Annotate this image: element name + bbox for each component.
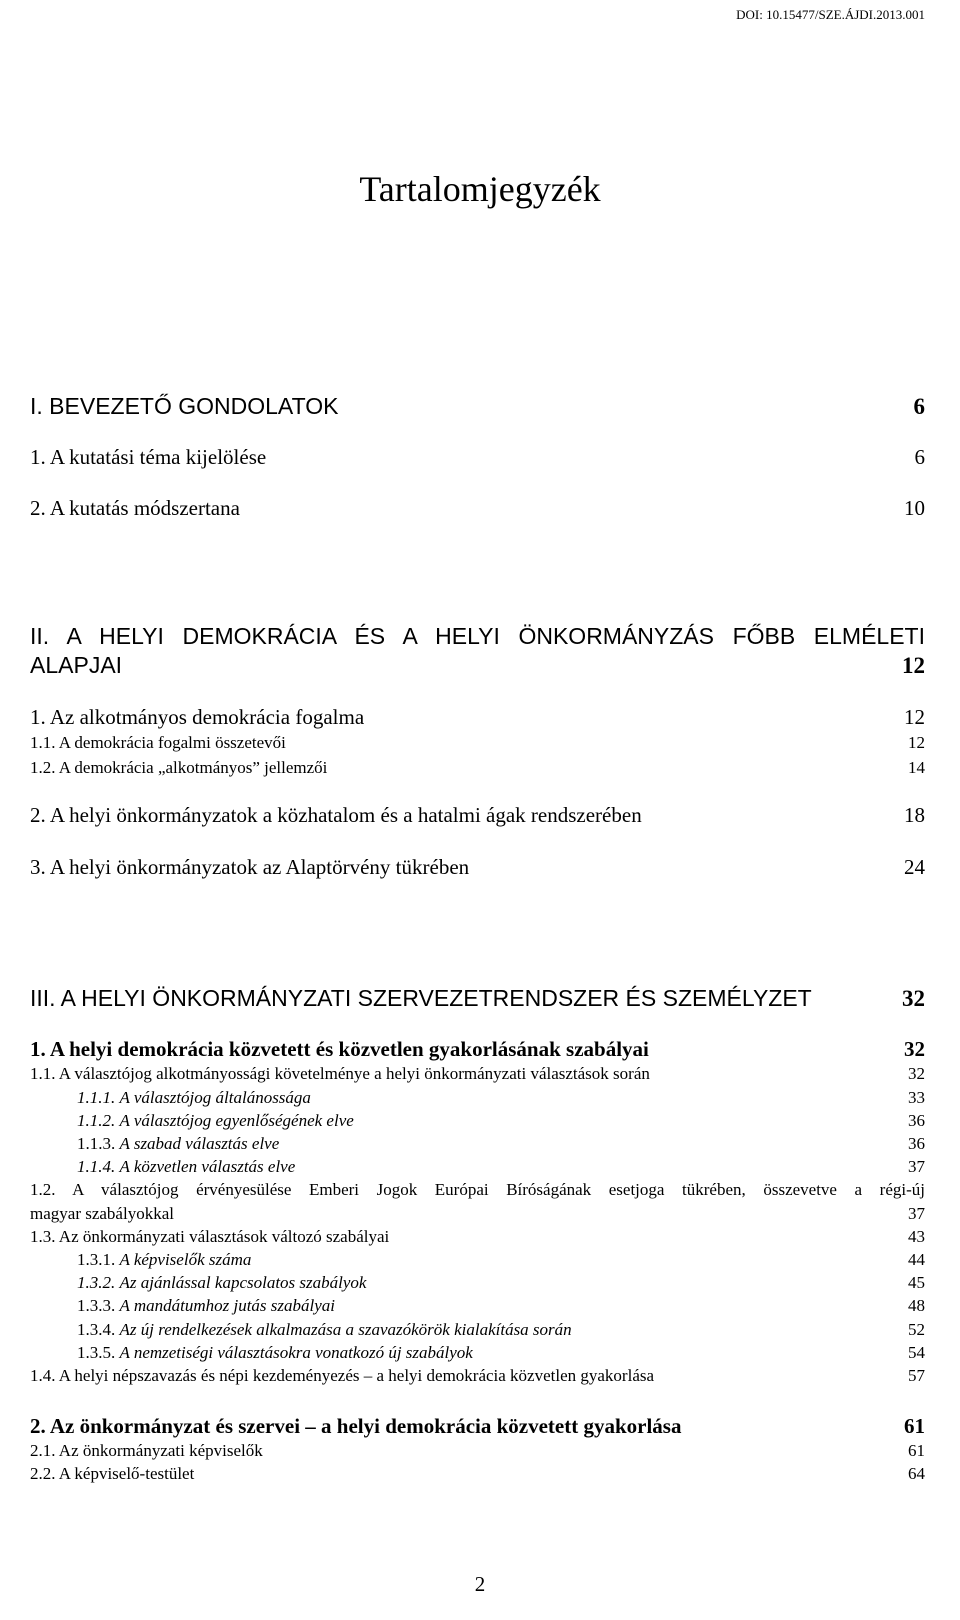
toc-entry-3-1-3-5[interactable] — [30, 1343, 925, 1363]
toc-entry-label: 1.1. A demokrácia fogalmi összetevői — [30, 733, 286, 752]
toc-entry-label: magyar szabályokkal — [30, 1204, 174, 1223]
toc-entry-text: Az új rendelkezések alkalmazása a szavazókörök kialakítása során — [119, 1320, 572, 1339]
toc-page-number: 6 — [913, 394, 925, 419]
toc-entry-label — [30, 1296, 335, 1316]
toc-entry-number: 1.3.4. — [77, 1320, 116, 1339]
toc-entry-3-2-2[interactable] — [30, 1464, 925, 1484]
toc-entry-3-2[interactable] — [30, 1414, 925, 1439]
toc-entry-3-1-4[interactable] — [30, 1366, 925, 1386]
toc-entry-3-1-1-3[interactable] — [30, 1134, 925, 1154]
doi-header: DOI: 10.15477/SZE.ÁJDI.2013.001 — [736, 7, 925, 22]
toc-page-number: 45 — [908, 1273, 925, 1292]
toc-entry-label: 1. A kutatási téma kijelölése — [30, 445, 267, 469]
toc-page-number: 33 — [908, 1088, 925, 1107]
toc-page-number: 32 — [902, 986, 925, 1011]
toc-entry-3-1-3-4[interactable] — [30, 1320, 925, 1340]
toc-page-number: 61 — [908, 1441, 925, 1460]
page-number: 2 — [474, 1572, 486, 1596]
toc-page-number: 10 — [904, 496, 925, 520]
toc-entry-2-1-2[interactable] — [30, 758, 925, 778]
toc-entry-part-3[interactable] — [30, 985, 925, 1012]
toc-entry-text: Az ajánlással kapcsolatos szabályok — [119, 1273, 367, 1292]
toc-entry-label: 1.1. A választójog alkotmányossági követelménye a helyi önkormányzati választások során — [30, 1064, 650, 1083]
toc-entry-label: 2.1. Az önkormányzati képviselők — [30, 1441, 263, 1460]
toc-page-number: 12 — [902, 653, 925, 678]
toc-page-number: 43 — [908, 1227, 925, 1246]
toc-page-number: 61 — [904, 1414, 925, 1438]
toc-entry-part-1[interactable] — [30, 393, 925, 420]
toc-entry-3-1-2-line1[interactable]: 1.2. A választójog érvényesülése Emberi Jogok Európai Bíróságának esetjoga tükrében, összevetve a régi-új — [30, 1180, 925, 1199]
toc-entry-part-2[interactable] — [30, 652, 925, 679]
toc-page-number: 18 — [904, 803, 925, 827]
toc-page-number: 12 — [904, 705, 925, 729]
toc-entry-label: 2. Az önkormányzat és szervei – a helyi demokrácia közvetett gyakorlása — [30, 1414, 682, 1438]
toc-page-number: 64 — [908, 1464, 925, 1483]
toc-entry-text: A mandátumhoz jutás szabályai — [119, 1296, 336, 1315]
toc-page-number: 57 — [908, 1366, 925, 1385]
toc-entry-label: 1.3. Az önkormányzati választások változó szabályai — [30, 1227, 390, 1246]
toc-entry-part-2-line1[interactable]: II. A HELYI DEMOKRÁCIA ÉS A HELYI ÖNKORMÁNYZÁS FŐBB ELMÉLETI — [30, 623, 925, 649]
toc-entry-number: 1.1.3. — [77, 1134, 116, 1153]
toc-entry-text: A közvetlen választás elve — [119, 1157, 296, 1176]
toc-entry-label — [30, 1134, 279, 1154]
toc-entry-3-1-3-3[interactable] — [30, 1296, 925, 1316]
toc-entry-2-2[interactable] — [30, 803, 925, 828]
toc-page-number: 24 — [904, 855, 925, 879]
toc-page-number: 36 — [908, 1134, 925, 1153]
toc-entry-text: A szabad választás elve — [119, 1134, 280, 1153]
toc-entry-3-1-1-2[interactable] — [30, 1111, 925, 1131]
toc-entry-3-1-3-2[interactable] — [30, 1273, 925, 1293]
toc-entry-number: 1.3.2. — [77, 1273, 116, 1292]
toc-entry-2[interactable] — [30, 496, 925, 521]
toc-entry-number: 1.1.2. — [77, 1111, 116, 1130]
toc-entry-label — [30, 1088, 311, 1108]
toc-entry-label: III. A HELYI ÖNKORMÁNYZATI SZERVEZETRENDSZER ÉS SZEMÉLYZET — [30, 985, 812, 1011]
toc-entry-number: 1.1.1. — [77, 1088, 116, 1107]
toc-page-number: 36 — [908, 1111, 925, 1130]
toc-entry-text: A nemzetiségi választásokra vonatkozó új szabályok — [119, 1343, 473, 1362]
toc-entry-label — [30, 1250, 251, 1270]
toc-entry-label: 1. Az alkotmányos demokrácia fogalma — [30, 705, 365, 729]
toc-page-number: 37 — [908, 1204, 925, 1223]
toc-page-number: 44 — [908, 1250, 925, 1269]
toc-page-number: 48 — [908, 1296, 925, 1315]
toc-entry-label — [30, 1343, 473, 1363]
toc-entry-3-1-3-1[interactable] — [30, 1250, 925, 1270]
toc-entry-label: 2. A helyi önkormányzatok a közhatalom és a hatalmi ágak rendszerében — [30, 803, 642, 827]
toc-entry-3-1-2[interactable] — [30, 1204, 925, 1224]
toc-entry-2-1[interactable] — [30, 705, 925, 730]
toc-page-number: 32 — [908, 1064, 925, 1083]
toc-entry-3-2-1[interactable] — [30, 1441, 925, 1461]
toc-entry-label — [30, 1273, 366, 1293]
toc-entry-text: A választójog általánossága — [119, 1088, 311, 1107]
toc-entry-label — [30, 1320, 572, 1340]
toc-entry-label: 2.2. A képviselő-testület — [30, 1464, 195, 1483]
toc-entry-3-1-1[interactable] — [30, 1064, 925, 1084]
toc-entry-3-1-1-1[interactable] — [30, 1088, 925, 1108]
toc-entry-number: 1.3.3. — [77, 1296, 116, 1315]
toc-entry-number: 1.1.4. — [77, 1157, 116, 1176]
toc-page-number: 14 — [908, 758, 925, 777]
toc-entry-label — [30, 1111, 354, 1131]
toc-entry-text: A képviselők száma — [119, 1250, 252, 1269]
toc-entry-label: 3. A helyi önkormányzatok az Alaptörvény tükrében — [30, 855, 470, 879]
toc-entry-text: A választójog egyenlőségének elve — [119, 1111, 354, 1130]
page-title: Tartalomjegyzék — [359, 169, 601, 209]
toc-entry-label: 2. A kutatás módszertana — [30, 496, 240, 520]
toc-entry-3-1-3[interactable] — [30, 1227, 925, 1247]
toc-page-number: 52 — [908, 1320, 925, 1339]
toc-entry-1[interactable] — [30, 445, 925, 470]
toc-page-number: 54 — [908, 1343, 925, 1362]
toc-entry-number: 1.3.5. — [77, 1343, 116, 1362]
toc-page-number: 32 — [904, 1037, 925, 1061]
toc-entry-label: I. BEVEZETŐ GONDOLATOK — [30, 393, 339, 419]
toc-entry-3-1-1-4[interactable] — [30, 1157, 925, 1177]
toc-entry-label: 1. A helyi demokrácia közvetett és közvetlen gyakorlásának szabályai — [30, 1037, 649, 1061]
toc-entry-3-1[interactable] — [30, 1037, 925, 1062]
toc-entry-label — [30, 1157, 295, 1177]
toc-page-number: 12 — [908, 733, 925, 752]
toc-page-number: 6 — [914, 445, 925, 469]
toc-entry-number: 1.3.1. — [77, 1250, 116, 1269]
toc-entry-label: 1.4. A helyi népszavazás és népi kezdeményezés – a helyi demokrácia közvetlen gyakorlása — [30, 1366, 655, 1385]
toc-entry-label: 1.2. A demokrácia „alkotmányos” jellemzői — [30, 758, 328, 777]
toc-entry-2-1-1[interactable] — [30, 733, 925, 753]
toc-entry-label: ALAPJAI — [30, 652, 123, 678]
toc-entry-2-3[interactable] — [30, 855, 925, 880]
toc-page-number: 37 — [908, 1157, 925, 1176]
